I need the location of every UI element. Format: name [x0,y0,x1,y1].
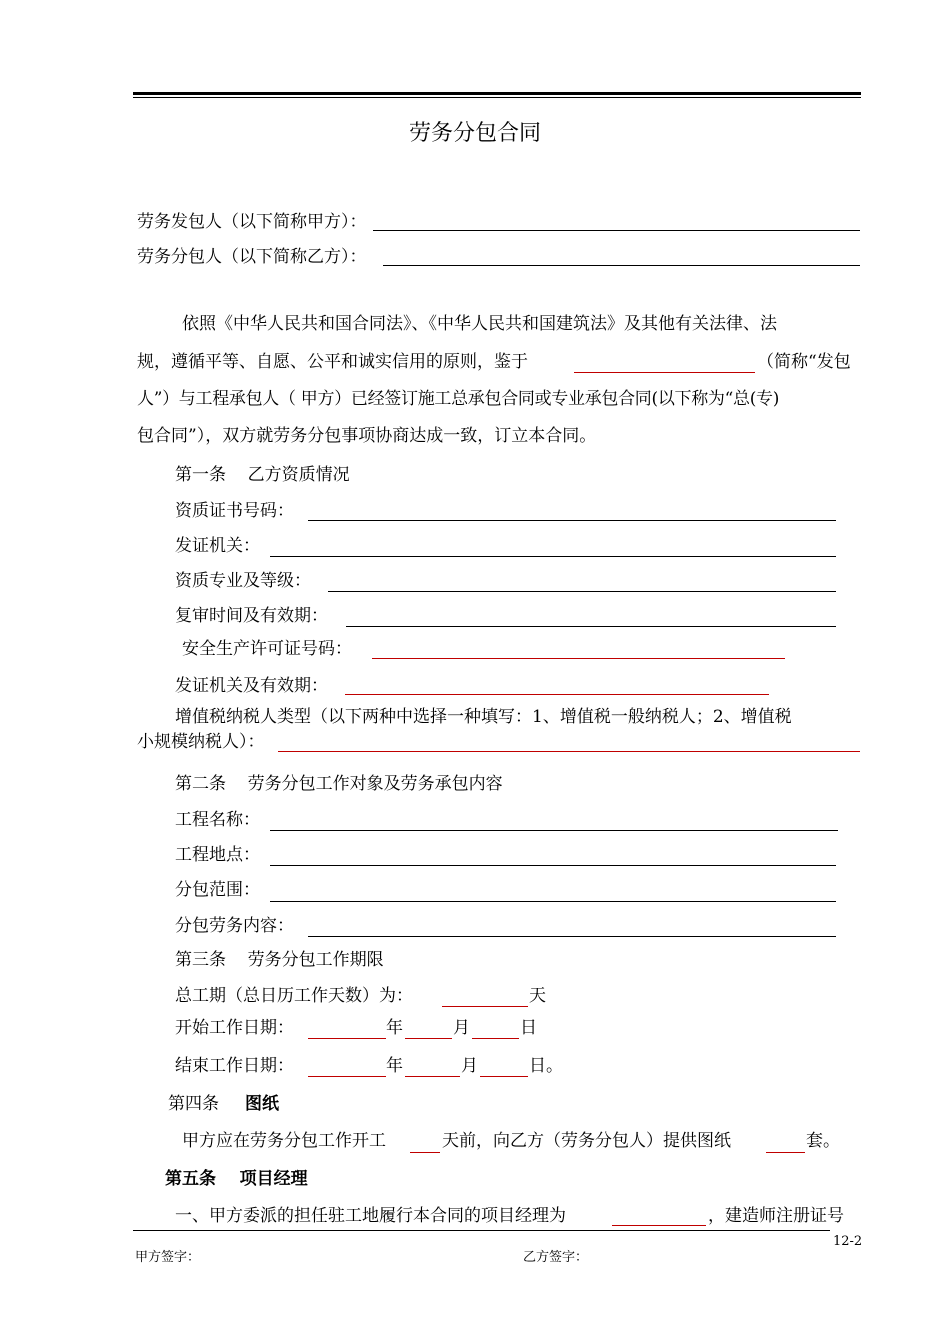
end-year-blank [308,1076,386,1077]
sign-b-label: 乙方签字： [523,1250,589,1265]
start-date-label: 开始工作日期： [175,1018,294,1038]
safety-license-blank [372,658,785,659]
article4-text-a: 甲方应在劳务分包工作开工 [182,1131,386,1151]
total-duration-label: 总工期（总日历工作天数）为： [175,986,413,1006]
article5-text-b: ，建造师注册证号 [708,1206,844,1226]
party-a-label: 劳务发包人（以下简称甲方）： [137,212,367,232]
header-rule-thin [133,97,861,98]
start-month-unit: 月 [453,1018,470,1038]
project-site-blank [270,865,836,866]
page-number: 12-2 [833,1234,863,1249]
contractor-blank [574,372,755,373]
intro-line-4: 包合同”），双方就劳务分包事项协商达成一致，订立本合同。 [137,426,597,446]
days-unit: 天 [529,986,546,1006]
article2-heading: 第二条 劳务分包工作对象及劳务承包内容 [175,774,503,794]
scope-label: 分包范围： [175,880,260,900]
review-label: 复审时间及有效期： [175,606,328,626]
sign-a-label: 甲方签字： [135,1250,201,1265]
cert-no-blank [308,520,836,521]
end-date-label: 结束工作日期： [175,1056,294,1076]
issuer-validity-label: 发证机关及有效期： [175,676,328,696]
footer-rule [133,1230,830,1231]
issuer-blank [270,556,836,557]
specialty-blank [328,591,836,592]
intro-line-3: 人”）与工程承包人（ 甲方）已经签订施工总承包合同或专业承包合同(以下称为“总(专) [137,389,780,409]
vat-line-2: 小规模纳税人）： [137,732,265,752]
start-year-unit: 年 [386,1018,403,1038]
article1-heading: 第一条 乙方资质情况 [175,465,350,485]
vat-blank [278,751,860,752]
article5-heading: 第五条 项目经理 [165,1169,308,1189]
end-month-unit: 月 [461,1056,478,1076]
pm-name-blank [612,1225,706,1226]
content-label: 分包劳务内容： [175,916,294,936]
article4-text-b: 天前，向乙方（劳务分包人）提供图纸 [442,1131,731,1151]
header-rule-thick [133,92,861,95]
article4-heading-no: 第四条 [168,1094,219,1114]
party-b-blank [383,265,860,266]
review-blank [346,626,836,627]
cert-no-label: 资质证书号码： [175,501,294,521]
party-a-blank [373,230,860,231]
intro-line-1: 依照《中华人民共和国合同法》、《中华人民共和国建筑法》及其他有关法律、法 [182,314,777,334]
article5-text-a: 一、甲方委派的担任驻工地履行本合同的项目经理为 [175,1206,566,1226]
specialty-label: 资质专业及等级： [175,571,311,591]
drawings-days-blank [410,1152,440,1153]
start-day-blank [472,1038,519,1039]
total-days-blank [442,1006,528,1007]
project-site-label: 工程地点： [175,845,260,865]
safety-license-label: 安全生产许可证号码： [182,639,352,659]
party-b-label: 劳务分包人（以下简称乙方）： [137,247,367,267]
scope-blank [270,901,836,902]
end-year-unit: 年 [386,1056,403,1076]
intro-line-2b: （简称“发包 [757,352,851,372]
end-day-unit: 日。 [529,1056,563,1076]
vat-line-1: 增值税纳税人类型（以下两种中选择一种填写：1、增值税一般纳税人；2、增值税 [175,707,792,727]
start-month-blank [405,1038,452,1039]
article4-heading-title: 图纸 [245,1094,279,1114]
intro-line-2a: 规，遵循平等、自愿、公平和诚实信用的原则，鉴于 [137,352,528,372]
content-blank [308,936,836,937]
end-month-blank [405,1076,460,1077]
article3-heading: 第三条 劳务分包工作期限 [175,950,384,970]
end-day-blank [480,1076,528,1077]
document-title: 劳务分包合同 [408,121,541,146]
start-year-blank [308,1038,386,1039]
start-day-unit: 日 [520,1018,537,1038]
project-name-label: 工程名称： [175,810,260,830]
article4-text-c: 套。 [806,1131,840,1151]
project-name-blank [270,830,838,831]
drawings-sets-blank [766,1152,805,1153]
issuer-label: 发证机关： [175,536,260,556]
issuer-validity-blank [345,694,769,695]
